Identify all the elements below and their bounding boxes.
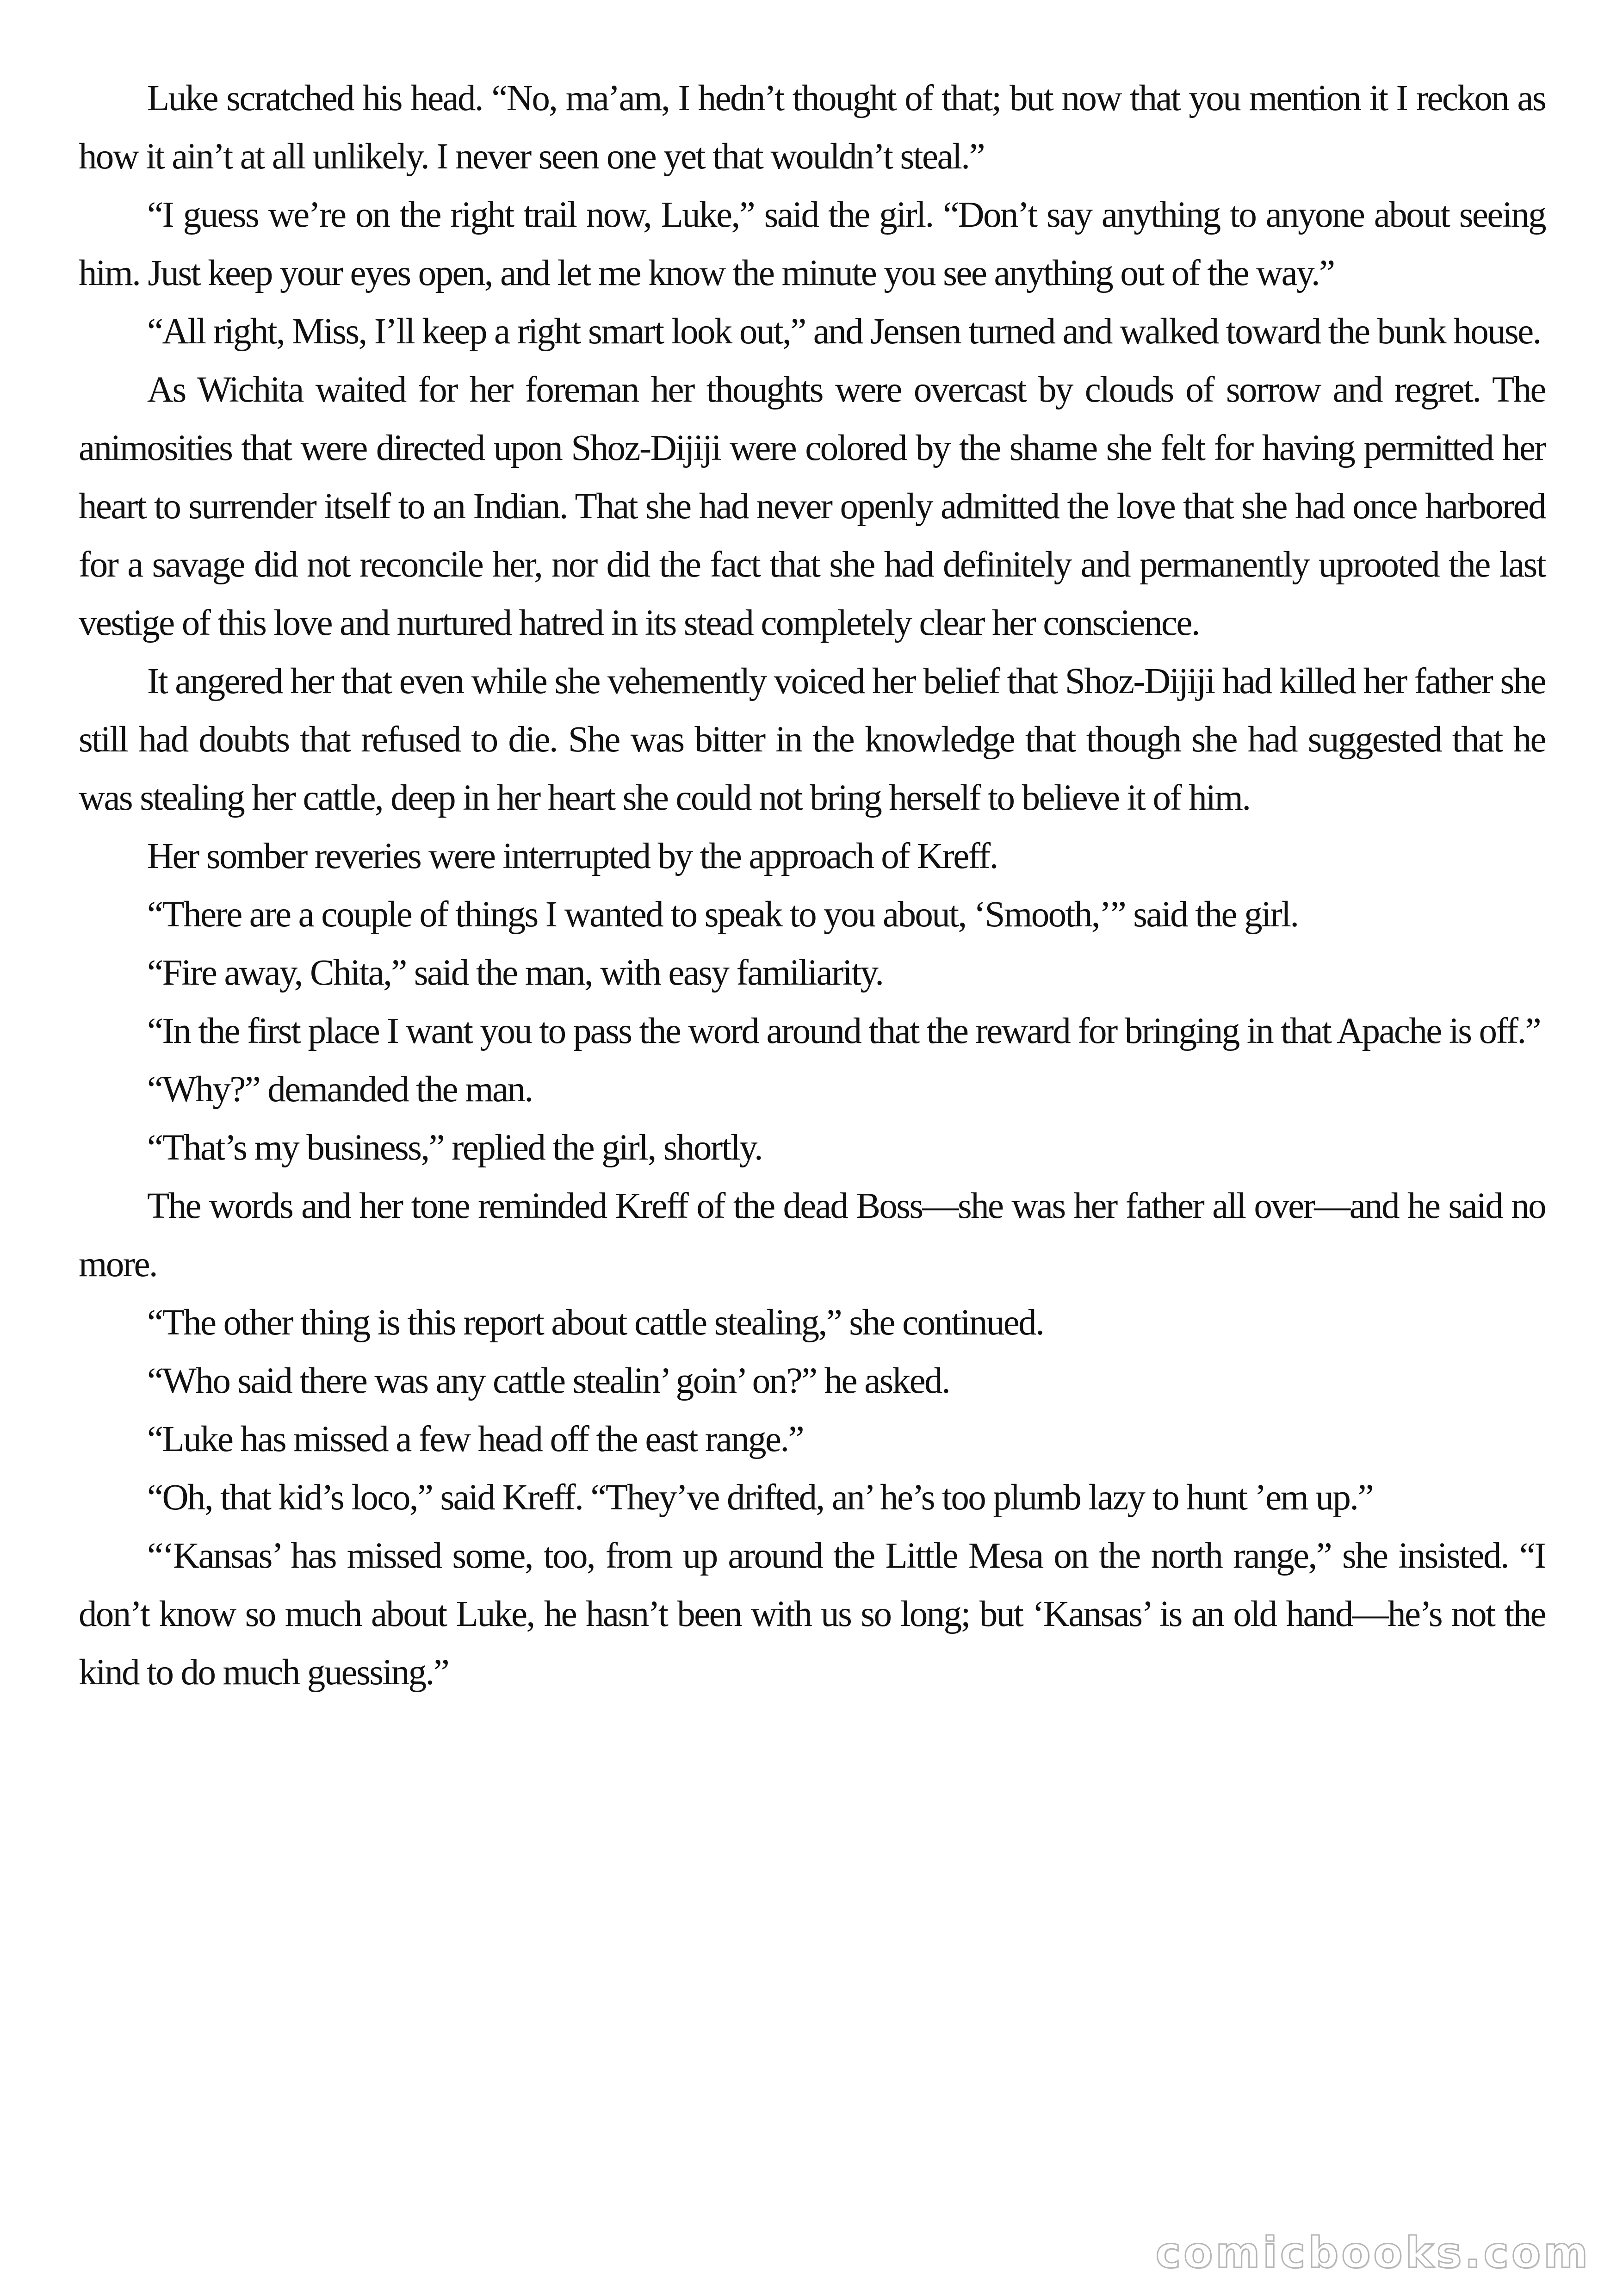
paragraph: Luke scratched his head. “No, ma’am, I hedn’t thought of that; but now that you mention it I reckon as how it ain’t at all unlikely. I never seen one yet that wouldn’t steal.”: [79, 78, 1545, 177]
paragraph: “Fire away, Chita,” said the man, with easy familiarity.: [147, 953, 883, 993]
paragraph: “Why?” demanded the man.: [147, 1069, 533, 1110]
paragraph: “‘Kansas’ has missed some, too, from up around the Little Mesa on the north range,” she insisted. “I don’t know so much about Luke, he hasn’t been with us so long; but ‘Kansas’ is an old hand—he’s not the kind to do much guessing.”: [79, 1536, 1545, 1693]
page-body: [79, 69, 1545, 1702]
paragraph: “That’s my business,” replied the girl, shortly.: [147, 1128, 762, 1168]
paragraph: As Wichita waited for her foreman her thoughts were overcast by clouds of sorrow and regret. The animosities that were directed upon Shoz-Dijiji were colored by the shame she felt for having permitted her heart to surrender itself to an Indian. That she had never openly admitted the love that she had once harbored for a savage did not reconcile her, nor did the fact that she had definitely and permanently uprooted the last vestige of this love and nurtured hatred in its stead completely clear her conscience.: [79, 370, 1545, 643]
paragraph: It angered her that even while she vehemently voiced her belief that Shoz-Dijiji had killed her father she still had doubts that refused to die. She was bitter in the knowledge that though she had suggested that he was stealing her cattle, deep in her heart she could not bring herself to believe it of him.: [79, 661, 1545, 818]
watermark: comicbooks.com: [1155, 2228, 1591, 2277]
paragraph: “I guess we’re on the right trail now, Luke,” said the girl. “Don’t say anything to anyone about seeing him. Just keep your eyes open, and let me know the minute you see anything out of the way.”: [79, 195, 1545, 293]
paragraph: “Oh, that kid’s loco,” said Kreff. “They’ve drifted, an’ he’s too plumb lazy to hunt ’em up.”: [147, 1477, 1373, 1518]
paragraph: “The other thing is this report about cattle stealing,” she continued.: [147, 1303, 1044, 1343]
paragraph: “Luke has missed a few head off the east range.”: [147, 1419, 803, 1459]
paragraph: Her somber reveries were interrupted by the approach of Kreff.: [147, 836, 997, 876]
paragraph: “In the first place I want you to pass the word around that the reward for bringing in that Apache is off.”: [147, 1011, 1541, 1051]
paragraph: The words and her tone reminded Kreff of the dead Boss—she was her father all over—and he said no more.: [79, 1186, 1545, 1285]
paragraph: “There are a couple of things I wanted to speak to you about, ‘Smooth,’” said the girl.: [147, 894, 1298, 935]
paragraph: “Who said there was any cattle stealin’ goin’ on?” he asked.: [147, 1361, 950, 1401]
paragraph: “All right, Miss, I’ll keep a right smart look out,” and Jensen turned and walked toward the bunk house.: [147, 311, 1541, 352]
